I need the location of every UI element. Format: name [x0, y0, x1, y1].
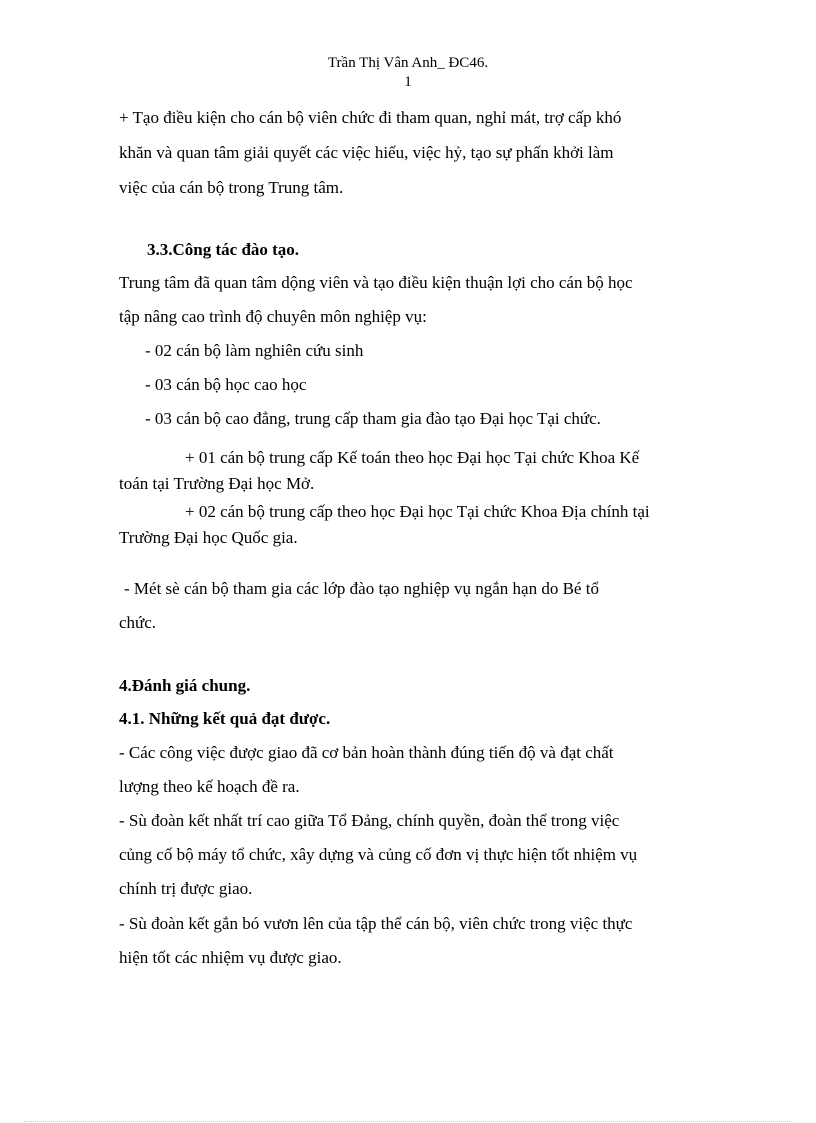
paragraph-line: - Sù đoàn kết gắn bó vươn lên của tập thể cán bộ, viên chức trong việc thực — [119, 914, 633, 933]
section-heading-4: 4.Đánh giá chung. — [119, 676, 251, 695]
paragraph-line: củng cố bộ máy tổ chức, xây dựng và củng cố đơn vị thực hiện tốt nhiệm vụ — [119, 845, 638, 864]
paragraph-line: Trung tâm đã quan tâm dộng viên và tạo điều kiện thuận lợi cho cán bộ học — [119, 273, 633, 292]
list-item: - 03 cán bộ học cao học — [145, 375, 307, 394]
sub-list-item: + 02 cán bộ trung cấp theo học Đại học Tại chức Khoa Địa chính tại — [185, 502, 650, 521]
page-bottom-divider — [24, 1121, 792, 1122]
paragraph-line: + Tạo điều kiện cho cán bộ viên chức đi tham quan, nghỉ mát, trợ cấp khó — [119, 108, 622, 127]
paragraph-line: - Sù đoàn kết nhất trí cao giữa Tổ Đảng, chính quyền, đoàn thể trong việc — [119, 811, 620, 830]
list-item: - 03 cán bộ cao đẳng, trung cấp tham gia đào tạo Đại học Tại chức. — [145, 409, 601, 428]
paragraph-line: chính trị được giao. — [119, 879, 253, 898]
paragraph-line: hiện tốt các nhiệm vụ được giao. — [119, 948, 342, 967]
list-item: - Mét sè cán bộ tham gia các lớp đào tạo nghiệp vụ ngắn hạn do Bé tổ — [124, 579, 599, 598]
sub-list-item: + 01 cán bộ trung cấp Kế toán theo học Đại học Tại chức Khoa Kế — [185, 448, 640, 467]
sub-list-item-continuation: toán tại Trường Đại học Mở. — [119, 474, 315, 493]
paragraph-line: - Các công việc được giao đã cơ bản hoàn thành đúng tiến độ và đạt chất — [119, 743, 614, 762]
paragraph-line: lượng theo kế hoạch đề ra. — [119, 777, 300, 796]
running-header-page-number: 1 — [404, 74, 412, 90]
sub-list-item-continuation: Trường Đại học Quốc gia. — [119, 528, 298, 547]
paragraph-line: việc của cán bộ trong Trung tâm. — [119, 178, 344, 197]
section-heading-3-3: 3.3.Công tác đào tạo. — [147, 240, 300, 259]
running-header-author: Trần Thị Vân Anh_ ĐC46. — [327, 55, 489, 71]
sub-heading-4-1: 4.1. Những kết quả đạt được. — [119, 709, 331, 728]
paragraph-line: khăn và quan tâm giải quyết các việc hiếu, việc hỷ, tạo sự phấn khởi làm — [119, 143, 614, 162]
list-item: - 02 cán bộ làm nghiên cứu sinh — [145, 341, 364, 360]
paragraph-line: tập nâng cao trình độ chuyên môn nghiệp vụ: — [119, 307, 427, 326]
list-item-continuation: chức. — [119, 613, 157, 632]
